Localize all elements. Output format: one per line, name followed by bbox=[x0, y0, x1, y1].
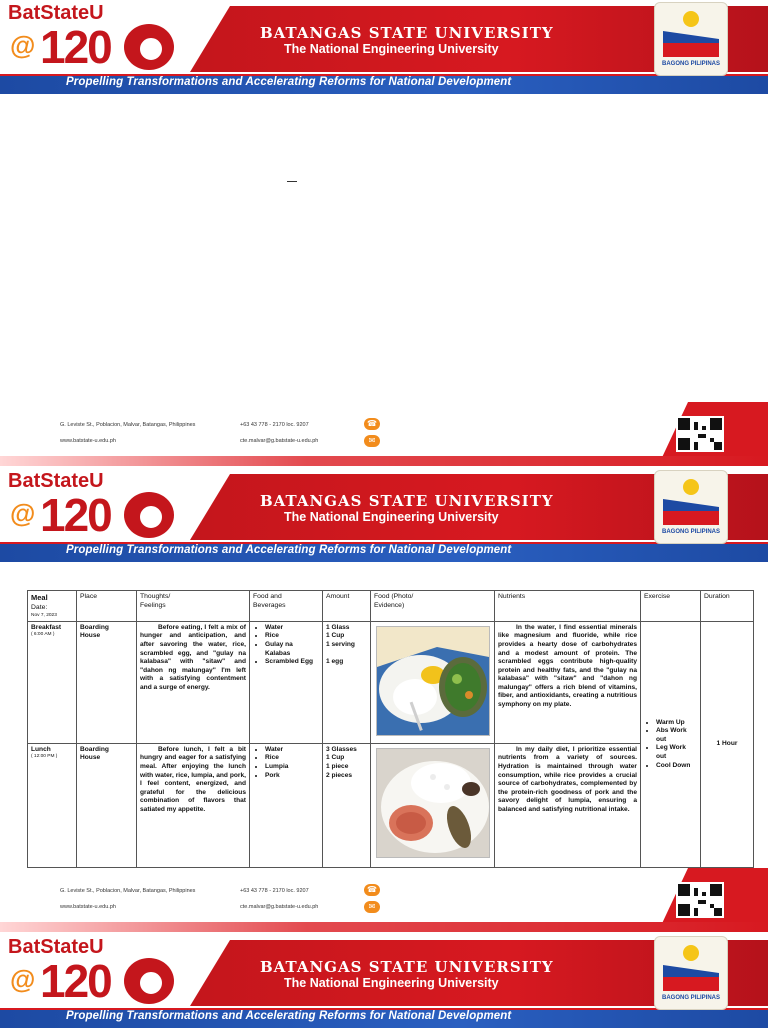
page2-header bbox=[0, 468, 768, 564]
slogan: Propelling Transformations and Accelerating Reforms for National Development bbox=[66, 76, 512, 88]
header-photo: Food (Photo/ Evidence) bbox=[371, 591, 495, 622]
slogan: Propelling Transformations and Accelerating Reforms for National Development bbox=[66, 544, 512, 556]
footer-address: G. Leviste St., Poblacion, Malvar, Batangas, Philippines bbox=[60, 888, 196, 894]
exercise-cell bbox=[641, 621, 701, 867]
university-subtitle: The National Engineering University bbox=[284, 42, 499, 56]
logo-at: @ bbox=[10, 30, 36, 60]
gear-icon bbox=[124, 24, 174, 70]
nutrients-cell: In the water, I find essential minerals like magnesium and fluoride, while rice provides a hearty dose of carbohydrates and a modest amount of protein. The scrambled eggs contribute high-quality protein and healthy fats, and the "gulay na kalabasa" with "sitaw" and "dahon ng malungay" offers a rich blend of vitamins, fiber, and antioxidants, creating a nutritious symphony on my plate. bbox=[495, 621, 641, 743]
table-header-row bbox=[28, 591, 754, 622]
university-subtitle: The National Engineering University bbox=[284, 510, 499, 524]
bagong-pilipinas-logo: BAGONG PILIPINAS bbox=[654, 2, 728, 76]
meal-cell: Lunch ( 12:00 PM ) bbox=[28, 743, 77, 867]
footer-address: G. Leviste St., Poblacion, Malvar, Batangas, Philippines bbox=[60, 422, 196, 428]
thoughts-cell: Before eating, I felt a mix of hunger and anticipation, and after savoring the water, rice, scrambled egg, and "gulay na kalabasa" with "sitaw" and "dahon ng malungay" I'm left with a satisfying contentment and a surge of energy. bbox=[137, 621, 250, 743]
page1-header bbox=[0, 0, 768, 96]
footer-email[interactable]: cte.malvar@g.batstate-u.edu.ph bbox=[240, 438, 319, 444]
header-amount: Amount bbox=[323, 591, 371, 622]
photo-cell bbox=[371, 621, 495, 743]
page2-footer bbox=[0, 868, 768, 932]
slogan: Propelling Transformations and Accelerating Reforms for National Development bbox=[66, 1010, 512, 1022]
header-place: Place bbox=[77, 591, 137, 622]
list-item: • Abs Work out bbox=[656, 727, 697, 744]
table-row bbox=[28, 621, 754, 743]
duration-cell: 1 Hour bbox=[701, 621, 754, 867]
amount-cell: 1 Glass 1 Cup 1 serving 1 egg bbox=[323, 621, 371, 743]
header-duration: Duration bbox=[701, 591, 754, 622]
logo-number: 120 bbox=[40, 955, 111, 1007]
header-meal: Meal Date: Nov 7, 2023 bbox=[28, 591, 77, 622]
list-item: • Rice bbox=[265, 632, 319, 641]
meal-log-table bbox=[27, 590, 754, 868]
logo-text: BatStateU bbox=[8, 470, 104, 492]
breakfast-photo bbox=[376, 626, 490, 736]
qr-code-icon bbox=[676, 416, 724, 452]
footer-email[interactable]: cte.malvar@g.batstate-u.edu.ph bbox=[240, 904, 319, 910]
footer-band bbox=[0, 922, 768, 932]
list-item: • Lumpia bbox=[265, 763, 319, 772]
list-item: • Warm Up bbox=[656, 719, 697, 728]
university-title: BATANGAS STATE UNIVERSITY bbox=[260, 24, 554, 42]
university-subtitle: The National Engineering University bbox=[284, 976, 499, 990]
page1-footer bbox=[0, 402, 768, 466]
logo-text: BatStateU bbox=[8, 2, 104, 24]
envelope-icon: ✉ bbox=[364, 435, 380, 447]
logo-at: @ bbox=[10, 964, 36, 994]
photo-cell bbox=[371, 743, 495, 867]
list-item: • Water bbox=[265, 746, 319, 755]
logo-number: 120 bbox=[40, 21, 111, 73]
list-item: • Cool Down bbox=[656, 762, 697, 771]
gear-icon bbox=[124, 492, 174, 538]
footer-website[interactable]: www.batstate-u.edu.ph bbox=[60, 904, 116, 910]
qr-code-icon bbox=[676, 882, 724, 918]
thoughts-cell: Before lunch, I felt a bit hungry and eager for a satisfying meal. After enjoying the lunch with water, rice, lumpia, and pork, I feel content, energized, and grateful for the delicious combination of flavors that satiated my appetite. bbox=[137, 743, 250, 867]
envelope-icon: ✉ bbox=[364, 901, 380, 913]
list-item: • Pork bbox=[265, 772, 319, 781]
header-nutrients: Nutrients bbox=[495, 591, 641, 622]
amount-cell: 3 Glasses 1 Cup 1 piece 2 pieces bbox=[323, 743, 371, 867]
footer-website[interactable]: www.batstate-u.edu.ph bbox=[60, 438, 116, 444]
logo-at: @ bbox=[10, 498, 36, 528]
university-title: BATANGAS STATE UNIVERSITY bbox=[260, 492, 554, 510]
footer-phone: +63 43 778 - 2170 loc. 9207 bbox=[240, 888, 309, 894]
dash-mark bbox=[287, 181, 297, 182]
gear-icon bbox=[124, 958, 174, 1004]
lunch-photo bbox=[376, 748, 490, 858]
list-item: • Gulay na Kalabas bbox=[265, 641, 319, 658]
bagong-pilipinas-logo: BAGONG PILIPINAS bbox=[654, 470, 728, 544]
food-cell bbox=[250, 621, 323, 743]
header-thoughts: Thoughts/ Feelings bbox=[137, 591, 250, 622]
place-cell: Boarding House bbox=[77, 621, 137, 743]
nutrients-cell: In my daily diet, I prioritize essential nutrients from a variety of sources. Hydration is maintained through water consumption, while rice provides a crucial source of carbohydrates, complemented by the protein-rich goodness of pork and the savory delight of lumpia, ensuring a balanced and satisfying nutritional intake. bbox=[495, 743, 641, 867]
page3-header bbox=[0, 934, 768, 1030]
meal-cell: Breakfast ( 6:00 AM ) bbox=[28, 621, 77, 743]
food-cell bbox=[250, 743, 323, 867]
logo-number: 120 bbox=[40, 489, 111, 541]
footer-phone: +63 43 778 - 2170 loc. 9207 bbox=[240, 422, 309, 428]
list-item: • Scrambled Egg bbox=[265, 658, 319, 667]
list-item: • Leg Work out bbox=[656, 744, 697, 761]
footer-band bbox=[0, 456, 768, 466]
phone-icon: ☎ bbox=[364, 418, 380, 430]
phone-icon: ☎ bbox=[364, 884, 380, 896]
place-cell: Boarding House bbox=[77, 743, 137, 867]
bagong-pilipinas-logo: BAGONG PILIPINAS bbox=[654, 936, 728, 1010]
list-item: • Water bbox=[265, 624, 319, 633]
list-item: • Rice bbox=[265, 754, 319, 763]
logo-text: BatStateU bbox=[8, 936, 104, 958]
header-exercise: Exercise bbox=[641, 591, 701, 622]
university-title: BATANGAS STATE UNIVERSITY bbox=[260, 958, 554, 976]
header-food: Food and Beverages bbox=[250, 591, 323, 622]
